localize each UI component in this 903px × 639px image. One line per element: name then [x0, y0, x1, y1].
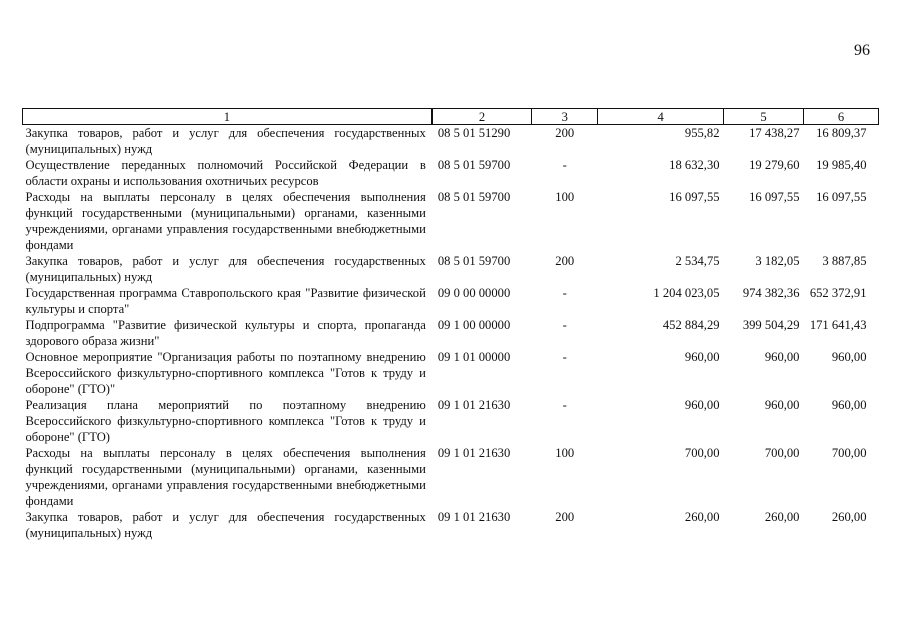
- row-value-col6: 700,00: [831, 446, 867, 460]
- row-name: Закупка товаров, работ и услуг для обеспечения государственных (муниципальных) нужд: [25, 254, 426, 284]
- row-value-col4: 260,00: [684, 510, 720, 524]
- column-header-3: 3: [532, 109, 598, 125]
- row-name: Расходы на выплаты персоналу в целях обеспечения выполнения функций государственными (муниципальными) органами, казенными учреждениями, органами управления государственными внебюджетными фондами: [25, 446, 426, 508]
- row-expense-type: -: [562, 350, 567, 364]
- row-value-col4: 955,82: [684, 126, 720, 140]
- row-code: 09 1 01 21630: [437, 398, 511, 412]
- row-value-col5: 960,00: [764, 398, 800, 412]
- row-value-col5: 19 279,60: [749, 158, 800, 172]
- row-expense-type: -: [562, 398, 567, 412]
- row-value-col5: 399 504,29: [742, 318, 800, 332]
- row-value-col4: 1 204 023,05: [653, 286, 720, 300]
- row-code: 09 1 01 21630: [437, 510, 511, 524]
- row-value-col5: 17 438,27: [749, 126, 800, 140]
- row-expense-type: 100: [555, 190, 575, 204]
- row-value-col6: 3 887,85: [822, 254, 867, 268]
- row-name: Закупка товаров, работ и услуг для обеспечения государственных (муниципальных) нужд: [25, 510, 426, 540]
- table-row: [23, 285, 879, 317]
- row-expense-type: 200: [555, 510, 575, 524]
- table-row: [23, 189, 879, 253]
- row-name: Основное мероприятие "Организация работы по поэтапному внедрению Всероссийского физкультурно-спортивного комплекса "Готов к труду и обороне" (ГТО)": [25, 350, 426, 396]
- table-row: [23, 253, 879, 285]
- column-header-4: 4: [598, 109, 724, 125]
- row-value-col6: 16 097,55: [816, 190, 867, 204]
- row-value-col5: 260,00: [764, 510, 800, 524]
- row-value-col6: 19 985,40: [816, 158, 867, 172]
- row-name: Закупка товаров, работ и услуг для обеспечения государственных (муниципальных) нужд: [25, 126, 426, 156]
- row-code: 09 0 00 00000: [437, 286, 511, 300]
- budget-table: [22, 108, 879, 541]
- table-row: [23, 157, 879, 189]
- row-value-col4: 700,00: [684, 446, 720, 460]
- table-header-row: [23, 109, 879, 125]
- column-header-6: 6: [803, 109, 878, 125]
- row-value-col5: 700,00: [764, 446, 800, 460]
- column-header-5: 5: [724, 109, 804, 125]
- table-row: [23, 397, 879, 445]
- row-name: Государственная программа Ставропольского края "Развитие физической культуры и спорта": [25, 286, 426, 316]
- row-expense-type: 200: [555, 126, 575, 140]
- row-value-col4: 960,00: [684, 398, 720, 412]
- row-expense-type: -: [562, 318, 567, 332]
- column-header-2: 2: [432, 109, 532, 125]
- row-code: 08 5 01 59700: [437, 158, 511, 172]
- row-value-col5: 974 382,36: [742, 286, 800, 300]
- row-code: 09 1 01 00000: [437, 350, 511, 364]
- page-number: 96: [854, 42, 870, 59]
- row-expense-type: 200: [555, 254, 575, 268]
- row-value-col4: 16 097,55: [669, 190, 720, 204]
- row-code: 09 1 01 21630: [437, 446, 511, 460]
- row-value-col6: 960,00: [831, 398, 867, 412]
- row-value-col5: 3 182,05: [755, 254, 800, 268]
- table-row: [23, 125, 879, 158]
- row-expense-type: -: [562, 286, 567, 300]
- row-value-col4: 452 884,29: [662, 318, 720, 332]
- row-name: Расходы на выплаты персоналу в целях обеспечения выполнения функций государственными (муниципальными) органами, казенными учреждениями, органами управления государственными внебюджетными фондами: [25, 190, 426, 252]
- row-value-col5: 960,00: [764, 350, 800, 364]
- row-value-col6: 260,00: [831, 510, 867, 524]
- row-name: Осуществление переданных полномочий Российской Федерации в области охраны и использования охотничьих ресурсов: [25, 158, 426, 188]
- row-code: 08 5 01 59700: [437, 254, 511, 268]
- row-code: 09 1 00 00000: [437, 318, 511, 332]
- column-header-1: 1: [23, 109, 432, 125]
- row-value-col4: 960,00: [684, 350, 720, 364]
- row-value-col6: 652 372,91: [809, 286, 867, 300]
- table-row: [23, 349, 879, 397]
- row-name: Реализация плана мероприятий по поэтапному внедрению Всероссийского физкультурно-спортивного комплекса "Готов к труду и обороне" (ГТО): [25, 398, 426, 444]
- row-name: Подпрограмма "Развитие физической культуры и спорта, пропаганда здорового образа жизни": [25, 318, 426, 348]
- row-value-col4: 18 632,30: [669, 158, 720, 172]
- row-value-col6: 171 641,43: [809, 318, 867, 332]
- row-code: 08 5 01 51290: [437, 126, 511, 140]
- row-expense-type: -: [562, 158, 567, 172]
- table-row: [23, 317, 879, 349]
- row-value-col6: 960,00: [831, 350, 867, 364]
- row-value-col6: 16 809,37: [816, 126, 867, 140]
- row-value-col4: 2 534,75: [675, 254, 720, 268]
- table-row: [23, 445, 879, 509]
- row-code: 08 5 01 59700: [437, 190, 511, 204]
- row-expense-type: 100: [555, 446, 575, 460]
- row-value-col5: 16 097,55: [749, 190, 800, 204]
- table-row: [23, 509, 879, 541]
